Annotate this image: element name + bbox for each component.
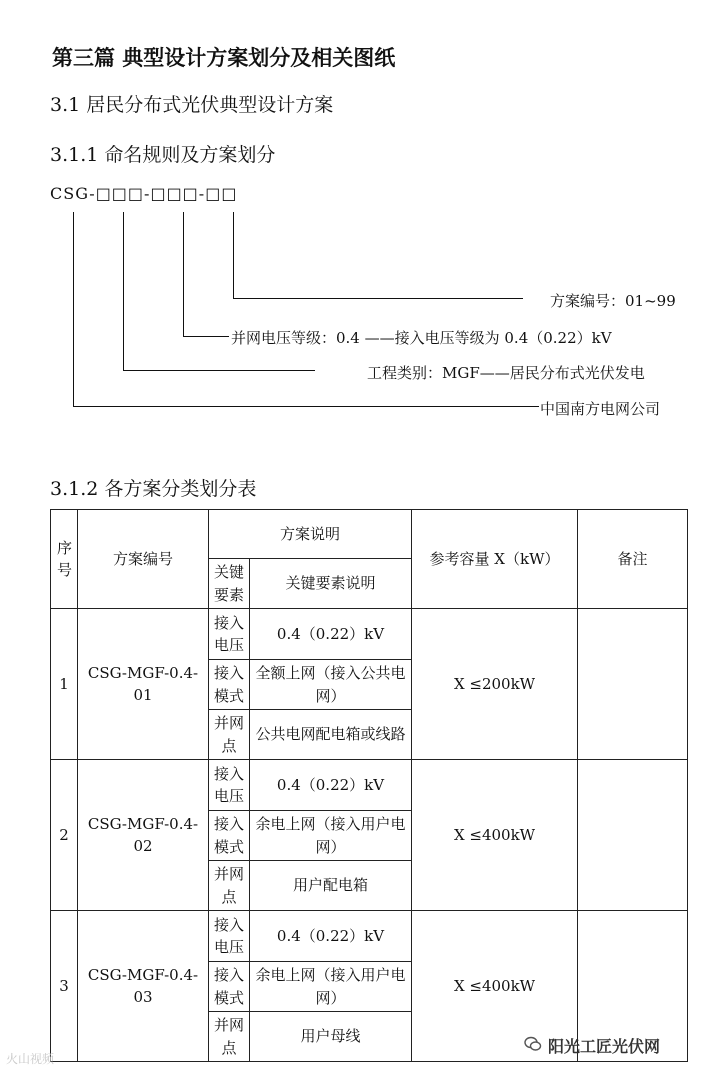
- connector-line: [73, 212, 74, 406]
- connector-line: [123, 370, 315, 371]
- scheme-number-label: 方案编号：01~99: [550, 292, 676, 310]
- row-seq: 3: [51, 911, 78, 1062]
- header-capacity: 参考容量 X（kW）: [412, 510, 578, 609]
- header-key-element-desc: 关键要素说明: [250, 559, 412, 609]
- row-scheme-code: CSG-MGF-0.4-01: [78, 609, 209, 760]
- connector-line: [233, 212, 234, 298]
- header-scheme-desc: 方案说明: [209, 510, 412, 559]
- row-key-desc: 余电上网（接入用户电网）: [250, 811, 412, 861]
- row-key: 接入电压: [209, 911, 250, 962]
- row-capacity: X ≤400kW: [412, 760, 578, 911]
- row-scheme-code: CSG-MGF-0.4-02: [78, 760, 209, 911]
- row-key: 接入模式: [209, 811, 250, 861]
- row-key-desc: 余电上网（接入用户电网）: [250, 962, 412, 1012]
- row-key-desc: 全额上网（接入公共电网）: [250, 660, 412, 710]
- row-remark: [578, 609, 688, 760]
- project-category-label: 工程类别：MGF——居民分布式光伏发电: [367, 364, 645, 382]
- row-key-desc: 用户母线: [250, 1012, 412, 1062]
- row-seq: 1: [51, 609, 78, 760]
- subsection-table-title: 3.1.2 各方案分类划分表: [50, 478, 257, 500]
- row-key-desc: 0.4（0.22）kV: [250, 911, 412, 962]
- section-title: 3.1 居民分布式光伏典型设计方案: [50, 94, 334, 116]
- row-key-desc: 0.4（0.22）kV: [250, 609, 412, 660]
- row-capacity: X ≤200kW: [412, 609, 578, 760]
- row-key: 并网点: [209, 861, 250, 911]
- voltage-level-label: 并网电压等级：0.4 ——接入电压等级为 0.4（0.22）kV: [231, 329, 612, 347]
- part-title: 第三篇 典型设计方案划分及相关图纸: [52, 46, 396, 70]
- row-key-desc: 0.4（0.22）kV: [250, 760, 412, 811]
- connector-line: [183, 212, 184, 336]
- naming-code: CSG-□□□-□□□-□□: [50, 184, 238, 203]
- subsection-naming-title: 3.1.1 命名规则及方案划分: [50, 144, 276, 166]
- row-seq: 2: [51, 760, 78, 911]
- row-key: 接入电压: [209, 609, 250, 660]
- connector-line: [233, 298, 523, 299]
- wechat-icon: [524, 1035, 542, 1053]
- row-key: 接入模式: [209, 962, 250, 1012]
- scheme-classification-table: [50, 509, 688, 1062]
- row-key-desc: 用户配电箱: [250, 861, 412, 911]
- header-seq: 序号: [51, 510, 78, 609]
- video-watermark: 火山视频: [6, 1052, 55, 1066]
- row-key: 并网点: [209, 710, 250, 760]
- source-watermark: 阳光工匠光伏网: [548, 1037, 661, 1056]
- connector-line: [73, 406, 539, 407]
- row-scheme-code: CSG-MGF-0.4-03: [78, 911, 209, 1062]
- row-key-desc: 公共电网配电箱或线路: [250, 710, 412, 760]
- company-label: 中国南方电网公司: [540, 400, 661, 418]
- row-capacity: X ≤400kW: [412, 911, 578, 1062]
- row-key: 接入模式: [209, 660, 250, 710]
- row-key: 接入电压: [209, 760, 250, 811]
- header-remark: 备注: [578, 510, 688, 609]
- connector-line: [123, 212, 124, 370]
- connector-line: [183, 336, 229, 337]
- header-key-element: 关键要素: [209, 559, 250, 609]
- row-key: 并网点: [209, 1012, 250, 1062]
- row-remark: [578, 760, 688, 911]
- header-scheme-code: 方案编号: [78, 510, 209, 609]
